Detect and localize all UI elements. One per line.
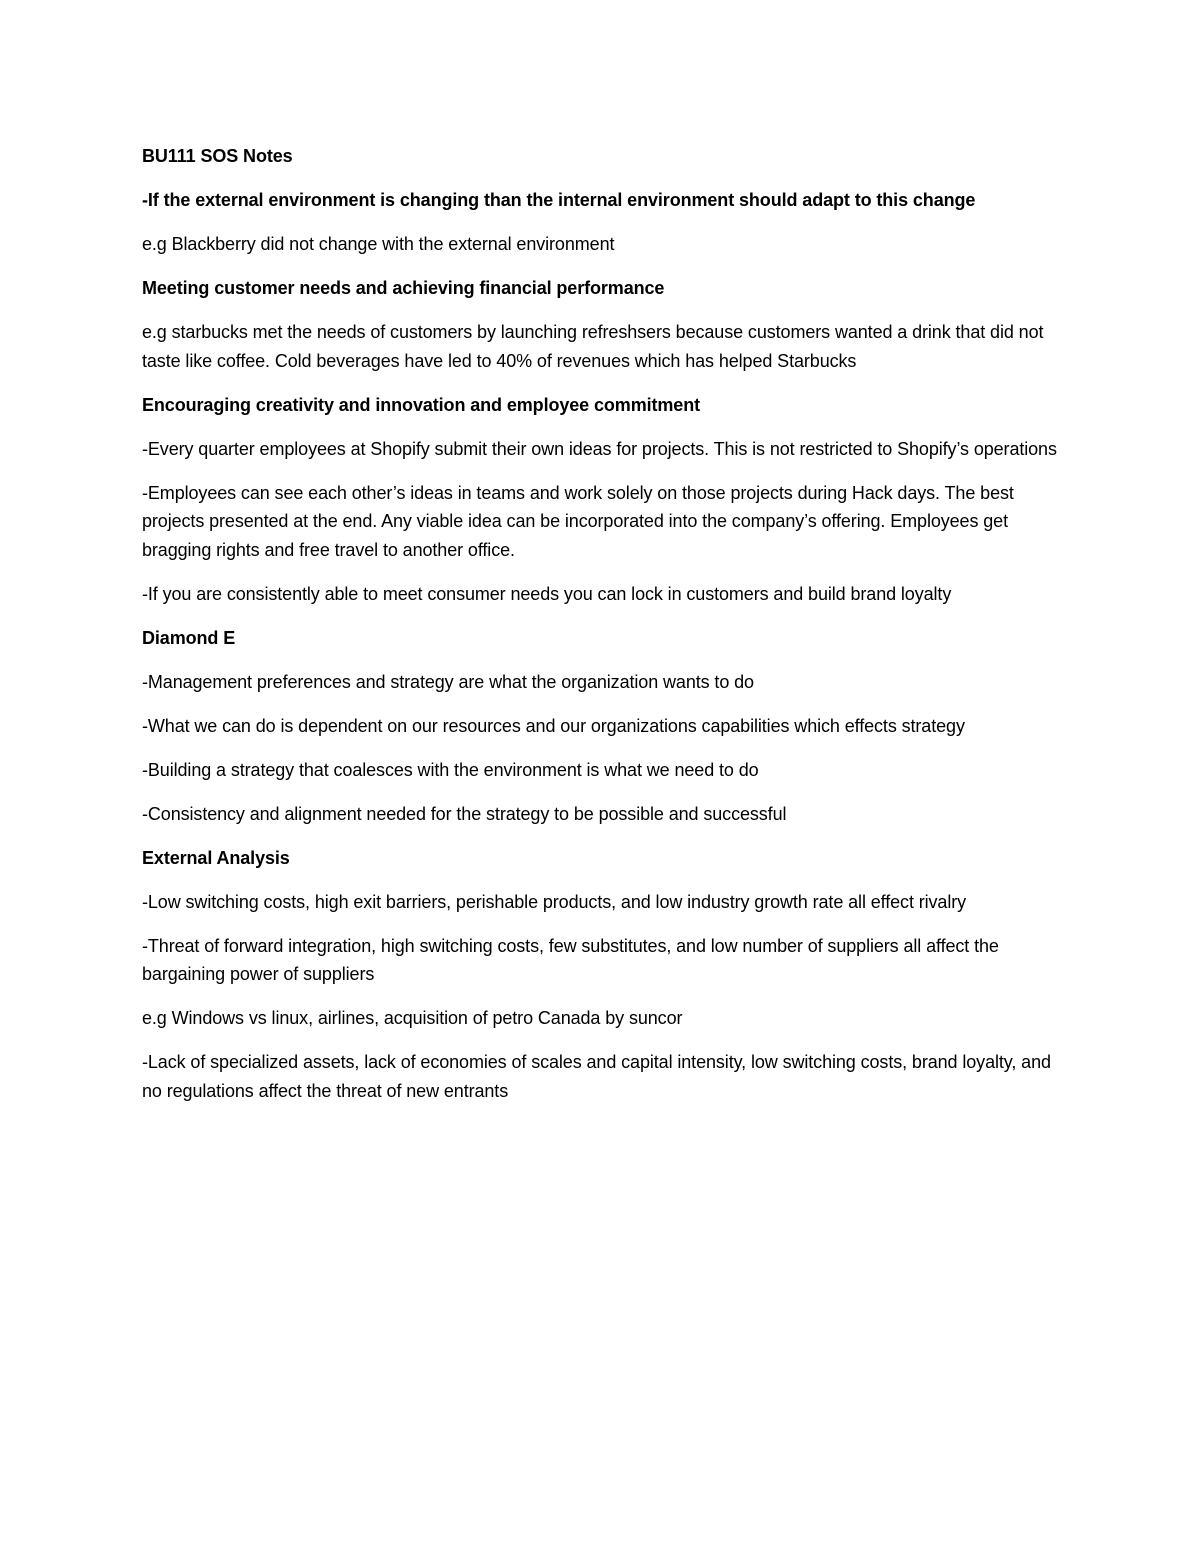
- note-paragraph: -Threat of forward integration, high switching costs, few substitutes, and low number of suppliers all affect the bargaining power of suppliers: [142, 935, 999, 984]
- note-paragraph: -Lack of specialized assets, lack of economies of scales and capital intensity, low switching costs, brand loyalty, and no regulations affect the threat of new entrants: [142, 1052, 1051, 1101]
- section-heading: Diamond E: [142, 627, 236, 648]
- note-paragraph: -Building a strategy that coalesces with the environment is what we need to do: [142, 759, 759, 780]
- section-heading: Meeting customer needs and achieving financial performance: [142, 278, 665, 298]
- note-paragraph: e.g Blackberry did not change with the external environment: [142, 234, 615, 254]
- section-heading: Encouraging creativity and innovation and employee commitment: [142, 394, 701, 415]
- note-paragraph: -Employees can see each other’s ideas in teams and work solely on those projects during Hack days. The best projects presented at the end. Any viable idea can be incorporated into the company’s offering. Employees get bragging rights and free travel to another office.: [142, 482, 1014, 560]
- note-paragraph: -What we can do is dependent on our resources and our organizations capabilities which effects strategy: [142, 715, 965, 736]
- note-paragraph: -Consistency and alignment needed for the strategy to be possible and successful: [142, 803, 787, 824]
- note-paragraph: e.g Windows vs linux, airlines, acquisition of petro Canada by suncor: [142, 1008, 683, 1028]
- note-paragraph: -If the external environment is changing than the internal environment should adapt to this change: [142, 190, 976, 210]
- note-paragraph: -If you are consistently able to meet consumer needs you can lock in customers and build brand loyalty: [142, 583, 952, 604]
- note-paragraph: -Low switching costs, high exit barriers, perishable products, and low industry growth rate all effect rivalry: [142, 891, 967, 912]
- note-paragraph: -Management preferences and strategy are what the organization wants to do: [142, 671, 754, 692]
- note-paragraph: -Every quarter employees at Shopify submit their own ideas for projects. This is not restricted to Shopify’s operations: [142, 438, 1057, 459]
- section-heading: External Analysis: [142, 847, 290, 868]
- document-body: [142, 142, 1062, 1121]
- note-paragraph: e.g starbucks met the needs of customers by launching refreshsers because customers wanted a drink that did not taste like coffee. Cold beverages have led to 40% of revenues which has helped Starbucks: [142, 322, 1044, 371]
- document-title: BU111 SOS Notes: [142, 146, 293, 166]
